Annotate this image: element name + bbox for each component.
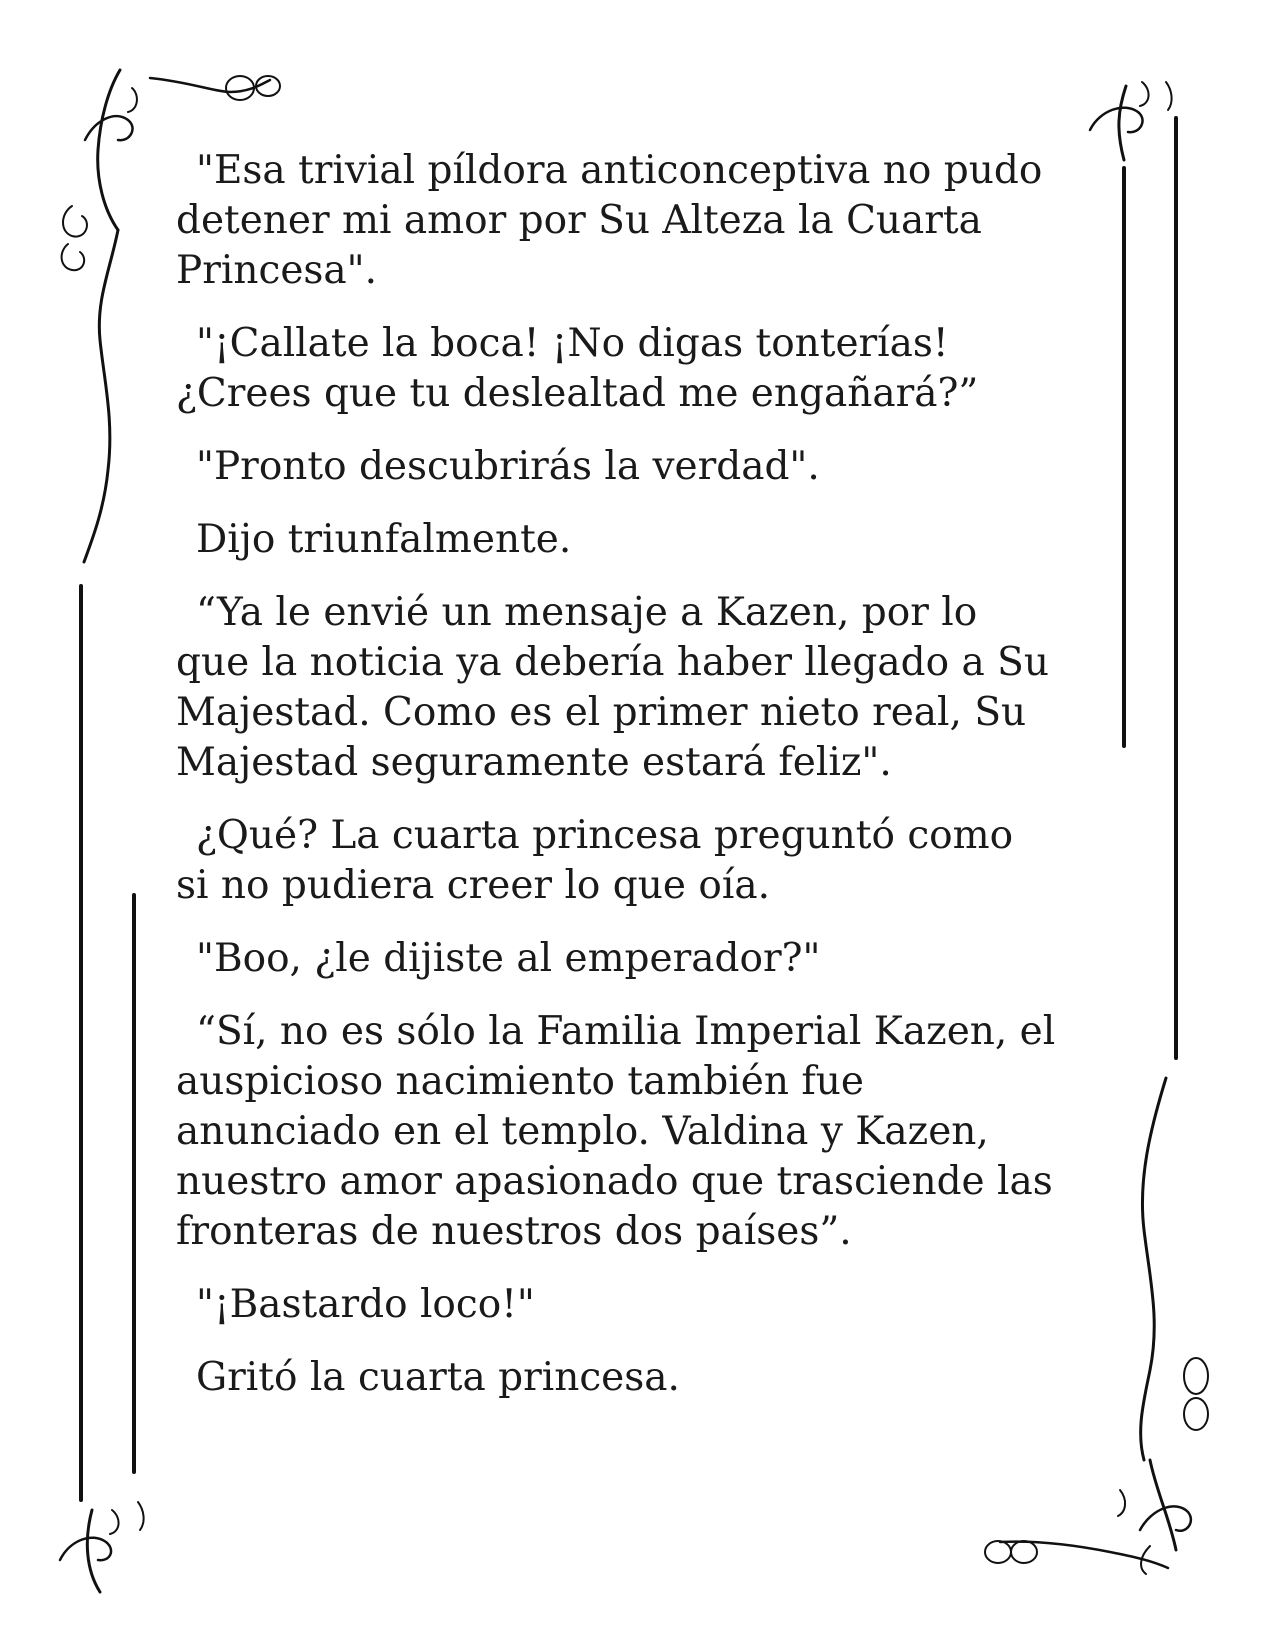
story-text xyxy=(176,146,1056,1426)
paragraph: ¿Qué? La cuarta princesa preguntó como si no pudiera creer lo que oía. xyxy=(176,813,1014,908)
paragraph: "¡Bastardo loco!" xyxy=(196,1282,535,1327)
top-right-flourish xyxy=(1090,82,1172,160)
paragraph: "Boo, ¿le dijiste al emperador?" xyxy=(196,936,821,981)
paragraph: "Esa trivial píldora anticonceptiva no pudo detener mi amor por Su Alteza la Cuarta Princesa". xyxy=(176,148,1043,293)
paragraph: “Sí, no es sólo la Familia Imperial Kazen, el auspicioso nacimiento también fue anunciado en el templo. Valdina y Kazen, nuestro amor apasionado que trasciende las fronteras de nuestros dos países”. xyxy=(176,1009,1056,1254)
bottom-left-flourish xyxy=(60,1502,144,1592)
paragraph: "¡Callate la boca! ¡No digas tonterías! ¿Crees que tu deslealtad me engañará?” xyxy=(176,321,979,416)
paragraph: Gritó la cuarta princesa. xyxy=(196,1355,680,1400)
paragraph: Dijo triunfalmente. xyxy=(196,517,572,562)
paragraph: “Ya le envié un mensaje a Kazen, por lo que la noticia ya debería haber llegado a Su Majestad. Como es el primer nieto real, Su Majestad seguramente estará feliz". xyxy=(176,590,1049,785)
paragraph: "Pronto descubrirás la verdad". xyxy=(196,444,820,489)
